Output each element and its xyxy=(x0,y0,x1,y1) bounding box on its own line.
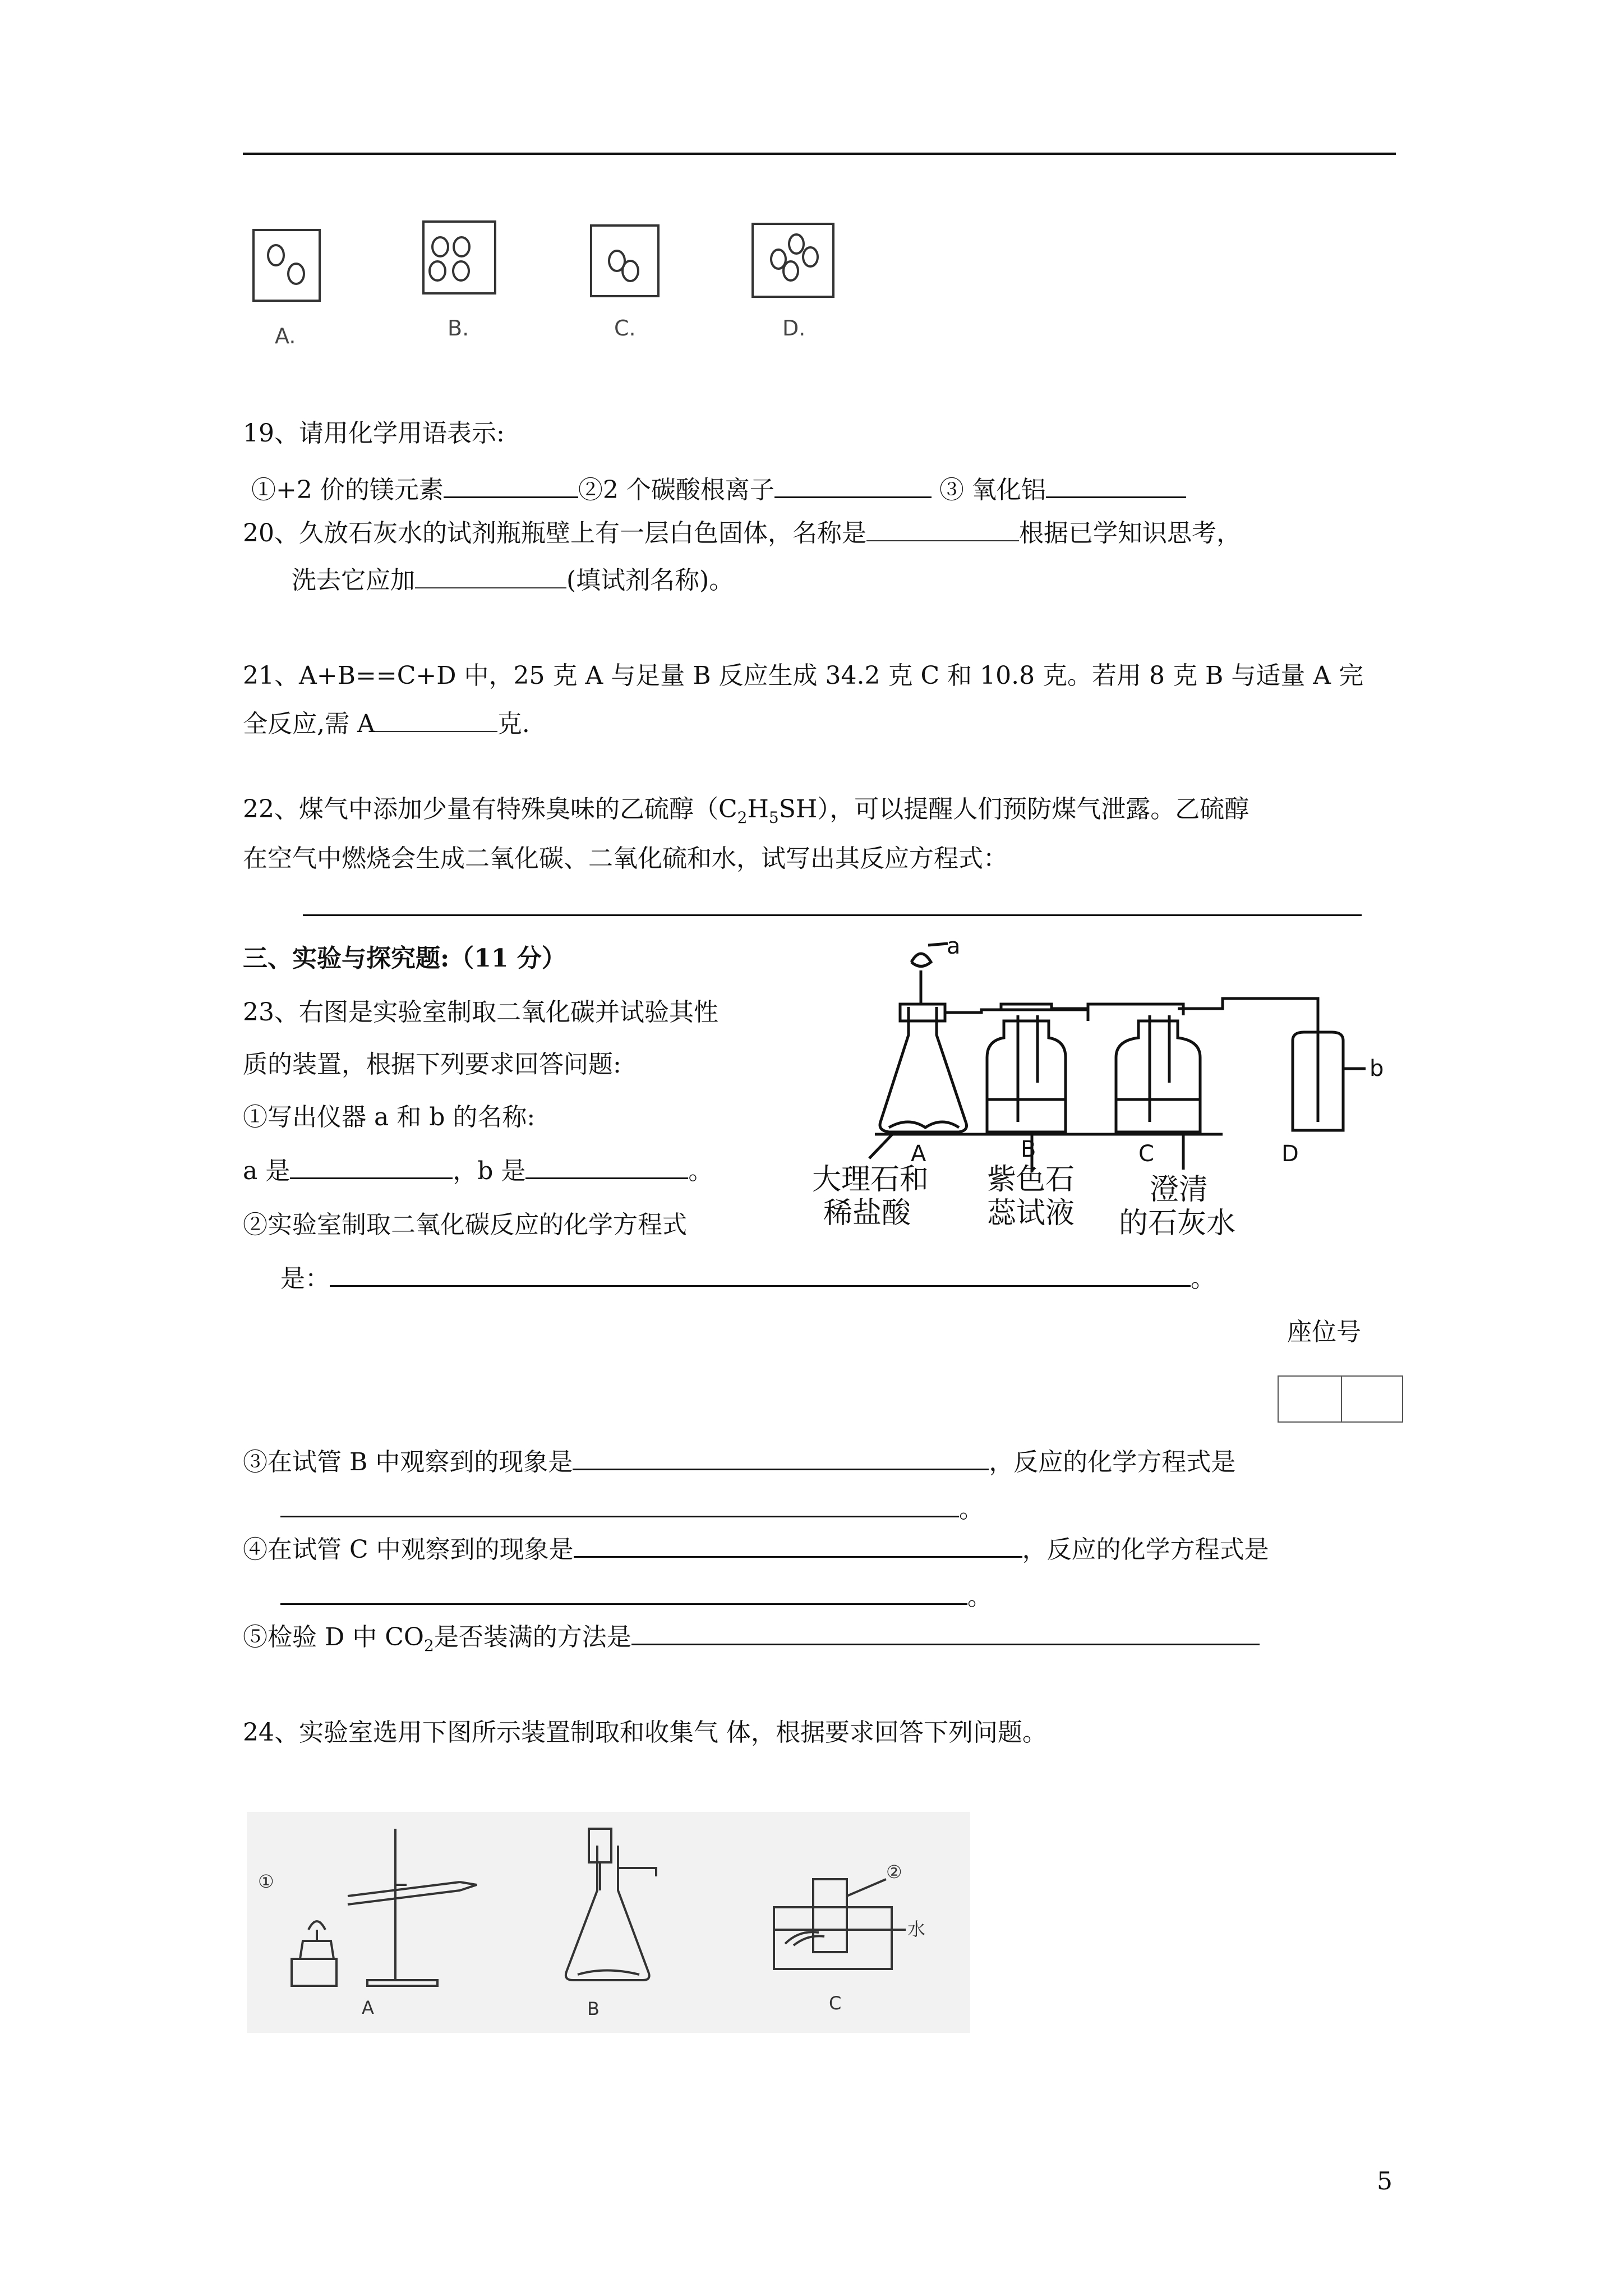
page-number: 5 xyxy=(1377,2167,1393,2196)
fig-label-D: D xyxy=(1281,1141,1299,1167)
q20-text: 20、久放石灰水的试剂瓶瓶壁上有一层白色固体，名称是 xyxy=(243,519,866,547)
q24-apparatus-figure xyxy=(247,1812,970,2033)
fig-label-A: A xyxy=(911,1141,926,1167)
q19-item3: ③ 氧化铝 xyxy=(939,476,1046,504)
q23-text: ③在试管 B 中观察到的现象是 xyxy=(243,1448,573,1476)
q23-text: ，反应的化学方程式是 xyxy=(1022,1535,1269,1564)
answer-blank[interactable] xyxy=(574,1534,1022,1558)
fig-label-two: ② xyxy=(886,1861,902,1883)
seat-number-box[interactable] xyxy=(1278,1375,1403,1423)
q18-option-label: A. xyxy=(275,324,296,348)
fig-text: 蕊试液 xyxy=(987,1197,1075,1230)
answer-blank[interactable] xyxy=(444,474,578,498)
fig-text: 紫色石 xyxy=(987,1163,1075,1197)
answer-blank[interactable] xyxy=(573,1446,989,1470)
q22-text: 22、煤气中添加少量有特殊臭味的乙硫醇（C xyxy=(243,795,737,823)
answer-blank[interactable] xyxy=(280,1581,967,1605)
q23-text: 。 xyxy=(1191,1264,1215,1293)
answer-blank[interactable] xyxy=(330,1263,1191,1287)
fig-text: 稀盐酸 xyxy=(823,1197,911,1230)
fig-text: 澄清 xyxy=(1150,1173,1209,1207)
q18-option-label: B. xyxy=(448,316,469,341)
q19-item2: ②2 个碳酸根离子 xyxy=(578,476,774,504)
fig-label-water: 水 xyxy=(907,1918,926,1940)
fig-label-one: ① xyxy=(258,1871,274,1892)
q19-stem: 19、请用化学用语表示: xyxy=(243,419,505,448)
fig-label-B: B xyxy=(1021,1137,1036,1162)
q23-text: ，反应的化学方程式是 xyxy=(989,1448,1236,1476)
q23-text: 。 xyxy=(959,1495,984,1524)
q23-line8 xyxy=(280,1493,984,1526)
q20-line1 xyxy=(243,517,1241,550)
q23-line5: ②实验室制取二氧化碳反应的化学方程式 xyxy=(243,1211,687,1239)
q23-line7 xyxy=(243,1446,1235,1479)
answer-blank[interactable] xyxy=(525,1155,688,1179)
q23-line4 xyxy=(243,1155,713,1188)
answer-line[interactable] xyxy=(303,914,1362,916)
fig-text: 的石灰水 xyxy=(1119,1207,1236,1240)
q18-option-label: C. xyxy=(614,316,636,341)
q21-text: 克. xyxy=(497,710,530,738)
q19-item1: ①+2 价的镁元素 xyxy=(251,476,444,504)
q22-line1 xyxy=(243,793,1249,834)
q20-text: 根据已学知识思考， xyxy=(1019,519,1241,547)
q22-text: H xyxy=(747,795,769,823)
subscript: 2 xyxy=(737,808,748,827)
subscript: 2 xyxy=(423,1636,434,1655)
q23-text: ⑤检验 D 中 CO xyxy=(243,1623,424,1651)
q23-line3: ①写出仪器 a 和 b 的名称: xyxy=(243,1103,536,1131)
q21-line1: 21、A+B==C+D 中，25 克 A 与足量 B 反应生成 34.2 克 C 和 10.8 克。若用 8 克 B 与适量 A 完 xyxy=(243,661,1364,690)
q24-stem: 24、实验室选用下图所示装置制取和收集气 体，根据要求回答下列问题。 xyxy=(243,1718,1047,1747)
q23-text: a 是 xyxy=(243,1157,291,1185)
q23-line1: 23、右图是实验室制取二氧化碳并试验其性 xyxy=(243,998,718,1027)
fig-label-B: B xyxy=(587,1998,600,2019)
q23-text: 。 xyxy=(967,1582,992,1611)
subscript: 5 xyxy=(768,808,779,827)
answer-blank[interactable] xyxy=(631,1621,1260,1645)
seat-box-divider xyxy=(1341,1377,1342,1421)
fig-text: 大理石和 xyxy=(812,1163,929,1197)
answer-blank[interactable] xyxy=(290,1155,453,1179)
q23-line6 xyxy=(280,1263,1215,1295)
header-rule xyxy=(243,153,1396,155)
q21-text: 全反应,需 A xyxy=(243,710,375,738)
answer-blank[interactable] xyxy=(415,565,566,588)
q23-apparatus-figure xyxy=(796,937,1413,1251)
q23-text: 是否装满的方法是 xyxy=(434,1623,631,1651)
fig-label-A: A xyxy=(362,1997,374,2018)
q19-items xyxy=(251,474,1186,507)
q23-text: ，b 是 xyxy=(453,1157,526,1185)
q20-text: (填试剂名称)。 xyxy=(566,566,734,595)
answer-blank[interactable] xyxy=(1046,474,1186,498)
q18-option-label: D. xyxy=(782,316,806,341)
q23-line11 xyxy=(243,1621,1260,1662)
section-heading: 三、实验与探究题:（11 分） xyxy=(243,944,566,973)
q20-text: 洗去它应加 xyxy=(292,566,415,595)
q18-options-figure xyxy=(241,213,903,359)
fig-label-C: C xyxy=(1138,1141,1154,1167)
q22-text: SH），可以提醒人们预防煤气泄露。乙硫醇 xyxy=(778,795,1249,823)
answer-blank[interactable] xyxy=(375,708,497,732)
q23-line9 xyxy=(243,1534,1269,1566)
q23-text: ④在试管 C 中观察到的现象是 xyxy=(243,1535,574,1564)
seat-number-label: 座位号 xyxy=(1287,1318,1361,1346)
q21-line2 xyxy=(243,708,530,740)
answer-blank[interactable] xyxy=(774,474,932,498)
fig-label-C: C xyxy=(829,1993,842,2014)
answer-blank[interactable] xyxy=(280,1493,959,1517)
q23-text: 是： xyxy=(280,1264,330,1293)
q23-text: 。 xyxy=(688,1157,713,1185)
q22-line2: 在空气中燃烧会生成二氧化碳、二氧化硫和水，试写出其反应方程式： xyxy=(243,844,1008,873)
q23-line2: 质的装置，根据下列要求回答问题: xyxy=(243,1050,621,1079)
q23-line10 xyxy=(280,1581,992,1613)
q20-line2 xyxy=(292,564,734,597)
fig-label-b: b xyxy=(1370,1056,1384,1082)
answer-blank[interactable] xyxy=(866,518,1019,541)
fig-label-a: a xyxy=(947,937,961,959)
